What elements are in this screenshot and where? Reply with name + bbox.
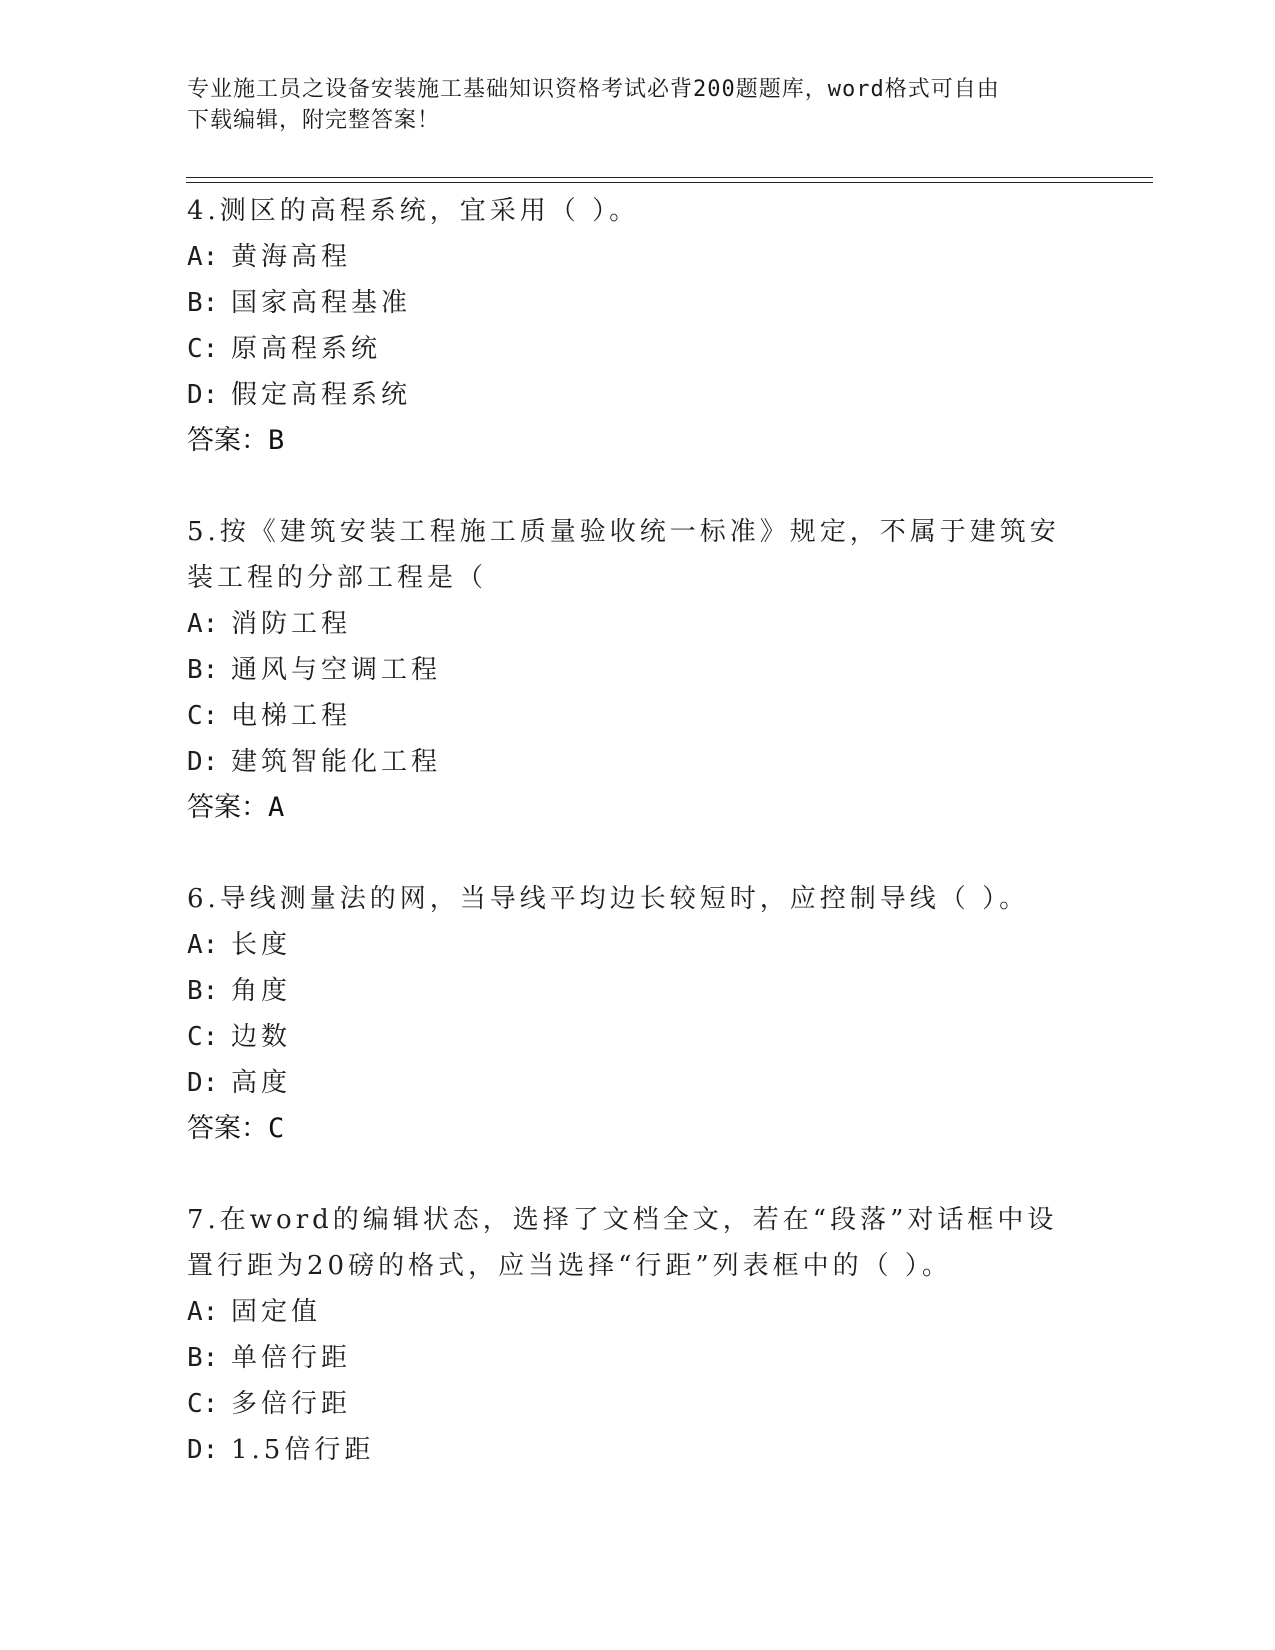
option-b xyxy=(187,968,1087,1014)
option-b xyxy=(187,280,1087,326)
option-text: 固定值 xyxy=(231,1297,322,1327)
question-4 xyxy=(187,188,1087,464)
option-key: A: xyxy=(187,609,219,639)
answer-line: 答案：C xyxy=(187,1113,285,1144)
header-divider-bottom xyxy=(186,182,1153,183)
answer-line: 答案：B xyxy=(187,425,285,456)
option-key: A: xyxy=(187,930,219,960)
option-key: C: xyxy=(187,334,219,364)
option-d xyxy=(187,739,1087,785)
option-a xyxy=(187,234,1087,280)
option-a xyxy=(187,601,1087,647)
option-key: C: xyxy=(187,1022,219,1052)
option-text: 长度 xyxy=(231,930,292,960)
question-text: 4.测区的高程系统，宜采用（ ）。 xyxy=(187,196,640,226)
header-line-1: 专业施工员之设备安装施工基础知识资格考试必背200题题库，word格式可自由 xyxy=(187,77,1000,102)
question-list xyxy=(187,188,1087,1473)
spacer xyxy=(187,464,1087,509)
option-text: 国家高程基准 xyxy=(231,288,412,318)
option-text: 建筑智能化工程 xyxy=(231,747,442,777)
option-text: 电梯工程 xyxy=(231,701,352,731)
option-b xyxy=(187,1335,1087,1381)
spacer xyxy=(187,831,1087,876)
header-line-2: 下载编辑，附完整答案！ xyxy=(187,108,441,133)
option-key: B: xyxy=(187,288,219,318)
option-c xyxy=(187,1381,1087,1427)
option-key: D: xyxy=(187,1435,219,1465)
option-key: A: xyxy=(187,242,219,272)
option-a xyxy=(187,1289,1087,1335)
option-b xyxy=(187,647,1087,693)
option-key: D: xyxy=(187,380,219,410)
option-text: 单倍行距 xyxy=(231,1343,352,1373)
option-key: A: xyxy=(187,1297,219,1327)
answer-line: 答案：A xyxy=(187,792,285,823)
option-c xyxy=(187,1014,1087,1060)
option-key: D: xyxy=(187,1068,219,1098)
option-key: C: xyxy=(187,701,219,731)
option-key: B: xyxy=(187,655,219,685)
option-text: 多倍行距 xyxy=(231,1389,352,1419)
option-text: 假定高程系统 xyxy=(231,380,412,410)
option-d xyxy=(187,372,1087,418)
option-key: D: xyxy=(187,747,219,777)
option-text: 1.5倍行距 xyxy=(231,1435,375,1465)
spacer xyxy=(187,1152,1087,1197)
option-text: 原高程系统 xyxy=(231,334,382,364)
question-text: 6.导线测量法的网，当导线平均边长较短时，应控制导线（ ）。 xyxy=(187,884,1030,914)
question-text: 5.按《建筑安装工程施工质量验收统一标准》规定，不属于建筑安装工程的分部工程是（ xyxy=(187,517,1060,593)
option-d xyxy=(187,1427,1087,1473)
header-divider-top xyxy=(186,177,1153,178)
option-key: B: xyxy=(187,1343,219,1373)
option-c xyxy=(187,326,1087,372)
option-text: 角度 xyxy=(231,976,292,1006)
option-key: C: xyxy=(187,1389,219,1419)
option-text: 黄海高程 xyxy=(231,242,352,272)
option-c xyxy=(187,693,1087,739)
question-7 xyxy=(187,1197,1087,1473)
option-text: 通风与空调工程 xyxy=(231,655,442,685)
option-text: 边数 xyxy=(231,1022,292,1052)
question-6 xyxy=(187,876,1087,1152)
option-text: 高度 xyxy=(231,1068,292,1098)
option-d xyxy=(187,1060,1087,1106)
option-a xyxy=(187,922,1087,968)
option-key: B: xyxy=(187,976,219,1006)
document-header xyxy=(187,74,1067,136)
option-text: 消防工程 xyxy=(231,609,352,639)
question-text: 7.在word的编辑状态，选择了文档全文，若在“段落”对话框中设置行距为20磅的格式，应当选择“行距”列表框中的（ ）。 xyxy=(187,1205,1058,1281)
question-5 xyxy=(187,509,1087,831)
